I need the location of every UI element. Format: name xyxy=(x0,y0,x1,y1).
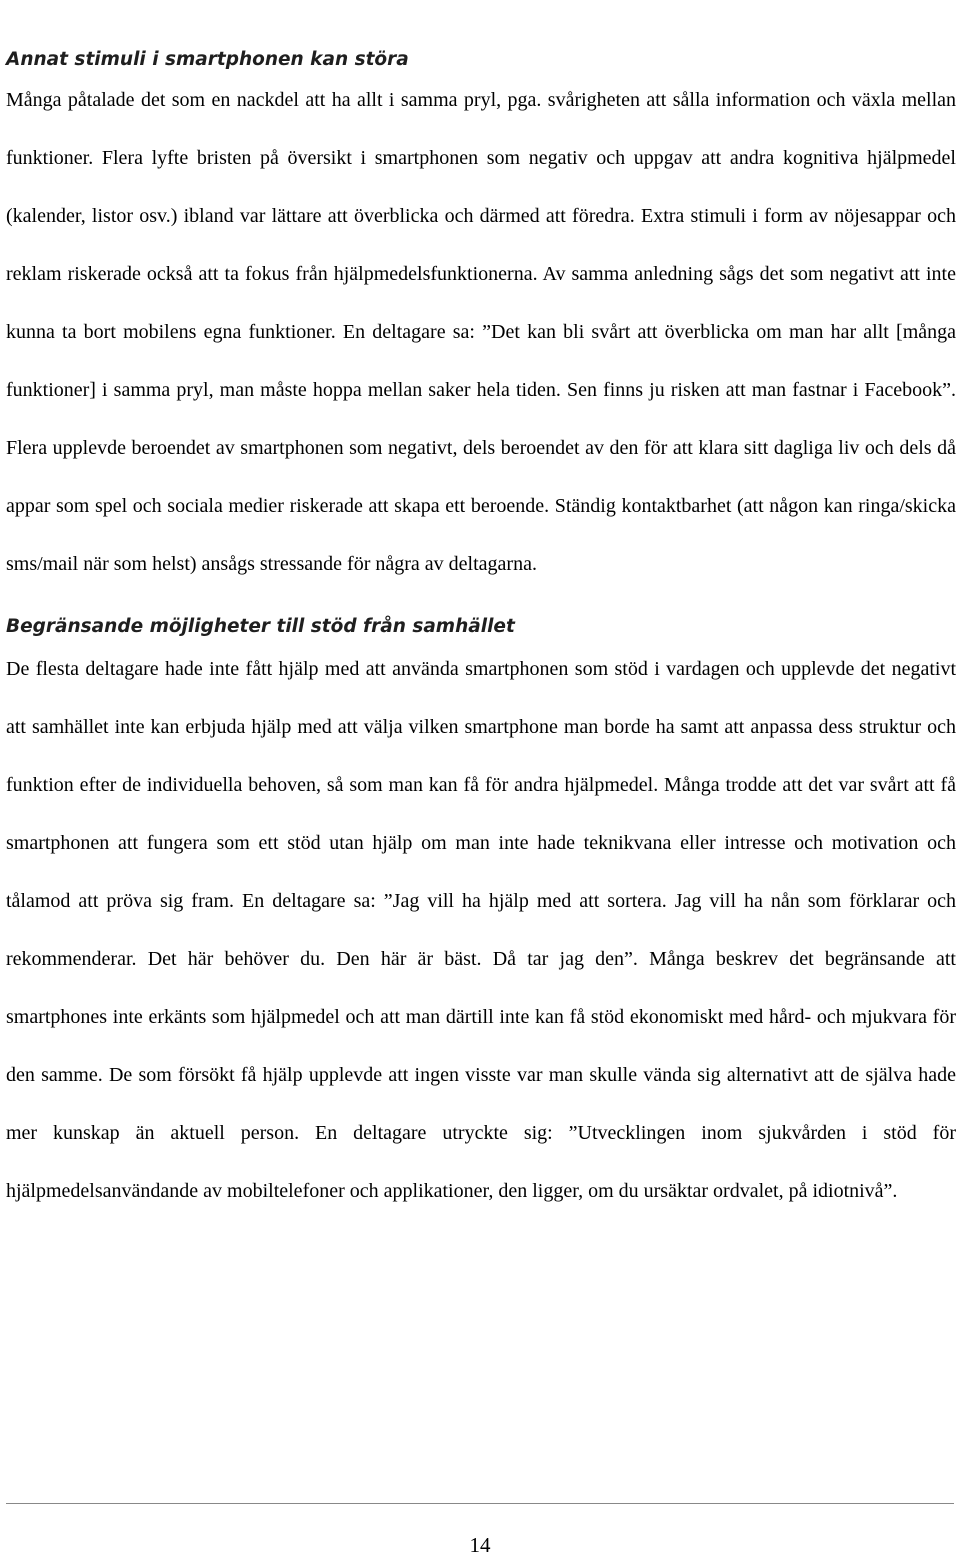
section-heading-support: Begränsande möjligheter till stöd från samhället xyxy=(6,616,515,637)
section-heading-distraction: Annat stimuli i smartphonen kan störa xyxy=(6,49,409,70)
footer-divider xyxy=(6,1503,954,1504)
body-paragraph-support: De flesta deltagare hade inte fått hjälp med att använda smartphonen som stöd i vardagen och upplevde det negativt att samhället inte kan erbjuda hjälp med att välja vilken smartphone man borde ha samt att anpassa dess struktur och funktion efter de individuella behoven, så som man kan få för andra hjälpmedel. Många trodde att det var svårt att få smartphonen att fungera som ett stöd utan hjälp om man inte hade teknikvana eller intresse och motivation och tålamod att pröva sig fram. En deltagare sa: ”Jag vill ha hjälp med att sortera. Jag vill ha nån som förklarar och rekommenderar. Det här behöver du. Den här är bäst. Då tar jag den”. Många beskrev det begränsande att smartphones inte erkänts som hjälpmedel och att man därtill inte kan få stöd ekonomiskt med hård- och mjukvara för den samme. De som försökt få hjälp upplevde att ingen visste var man skulle vända sig alternativt att de själva hade mer kunskap än aktuell person. En deltagare utryckte sig: ”Utvecklingen inom sjukvården i stöd för hjälpmedelsanvändande av mobiltelefoner och applikationer, den ligger, om du ursäktar ordvalet, på idiotnivå”. xyxy=(6,658,956,1202)
body-paragraph-distraction: Många påtalade det som en nackdel att ha allt i samma pryl, pga. svårigheten att sålla information och växla mellan funktioner. Flera lyfte bristen på översikt i smartphonen som negativ och uppgav att andra kognitiva hjälpmedel (kalender, listor osv.) ibland var lättare att överblicka och därmed att föredra. Extra stimuli i form av nöjesappar och reklam riskerade också att ta fokus från hjälpmedelsfunktionerna. Av samma anledning sågs det som negativt att inte kunna ta bort mobilens egna funktioner. En deltagare sa: ”Det kan bli svårt att överblicka om man har allt [många funktioner] i samma pryl, man måste hoppa mellan saker hela tiden. Sen finns ju risken att man fastnar i Facebook”. Flera upplevde beroendet av smartphonen som negativt, dels beroendet av den för att klara sitt dagliga liv och dels då appar som spel och sociala medier riskerade att skapa ett beroende. Ständig kontaktbarhet (att någon kan ringa/skicka sms/mail när som helst) ansågs stressande för några av deltagarna. xyxy=(6,89,956,575)
page-number: 14 xyxy=(469,1533,491,1557)
section-spacer xyxy=(6,593,956,608)
document-page xyxy=(6,40,956,1220)
